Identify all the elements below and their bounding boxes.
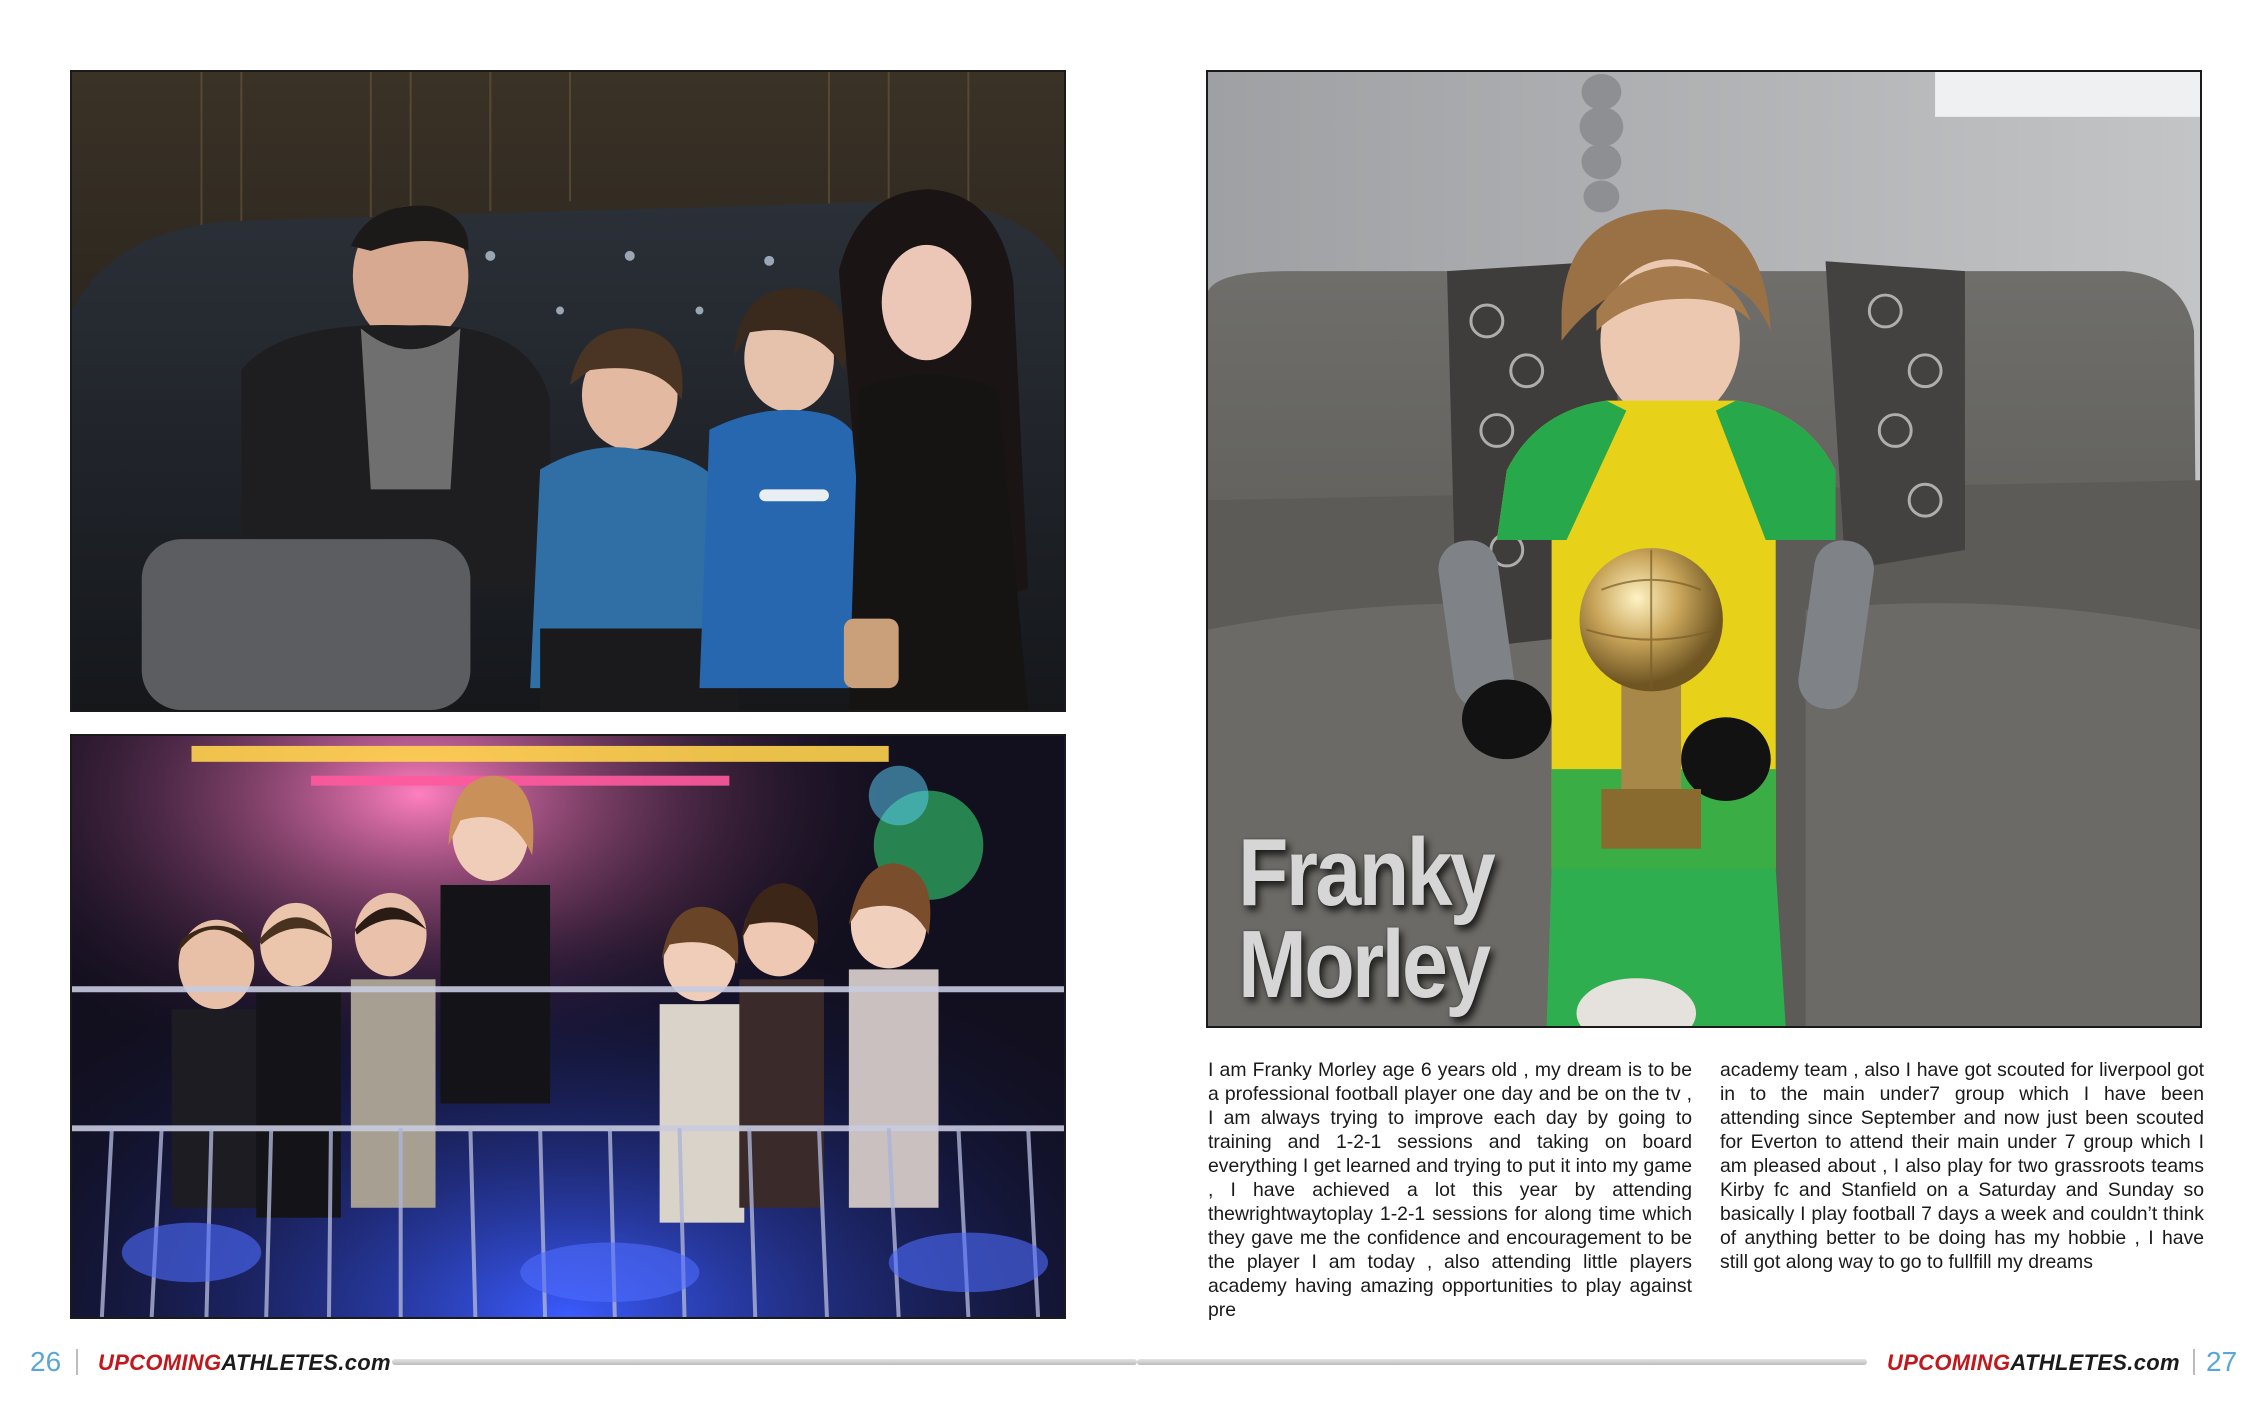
brand-logo-left-part1: UPCOMING xyxy=(98,1350,222,1375)
brand-logo-left-part3: .com xyxy=(338,1350,391,1375)
overlay-player-name xyxy=(1238,819,1494,1018)
brand-logo-right-part1: UPCOMING xyxy=(1887,1350,2011,1375)
overlay-name-last: Morley xyxy=(1238,911,1489,1018)
family-photo xyxy=(70,70,1066,712)
brand-logo-left xyxy=(98,1350,391,1376)
article-body-column-2: academy team , also I have got scouted for liverpool got in to the main under7 group which I have been attending since September and now just been scouted for Everton to attend their main under 7 group which I am pleased about , I also play for two grassroots teams Kirby fc and Stanfield on a Saturday and Sunday so basically I play football 7 days a week and couldn’t think of anything better to be doing has my hobbie , I have still got along way to go to fullfill my dreams xyxy=(1720,1059,2204,1273)
brand-logo-right-part3: .com xyxy=(2127,1350,2180,1375)
brand-logo-right-part2: ATHLETES xyxy=(2010,1350,2128,1375)
footer-rule-left xyxy=(392,1359,1137,1365)
page-number-right: 27 xyxy=(2206,1346,2238,1377)
funfair-photo-illustration xyxy=(72,736,1064,1317)
article-body-column-1: I am Franky Morley age 6 years old , my dream is to be a professional football player one day and be on the tv , I am always trying to improve each day by going to training and 1-2-1 sessions and taking on board everything I get learned and trying to put it into my game , I have achieved a lot this year by attending thewrightwaytoplay 1-2-1 sessions for along time which they gave me the confidence and encouragement to be the player I am today , also attending little players academy having amazing opportunities to play against pre xyxy=(1208,1059,1692,1321)
brand-logo-right xyxy=(1887,1350,2180,1376)
overlay-name-first: Franky xyxy=(1238,819,1494,926)
franky-trophy-photo xyxy=(1206,70,2202,1028)
footer-divider-left xyxy=(76,1349,78,1375)
brand-logo-left-part2: ATHLETES xyxy=(221,1350,339,1375)
funfair-kids-photo xyxy=(70,734,1066,1319)
family-photo-illustration xyxy=(72,72,1064,710)
footer-divider-right xyxy=(2193,1349,2195,1375)
footer-rule-right xyxy=(1137,1359,1867,1365)
page-number-left: 26 xyxy=(30,1346,62,1377)
